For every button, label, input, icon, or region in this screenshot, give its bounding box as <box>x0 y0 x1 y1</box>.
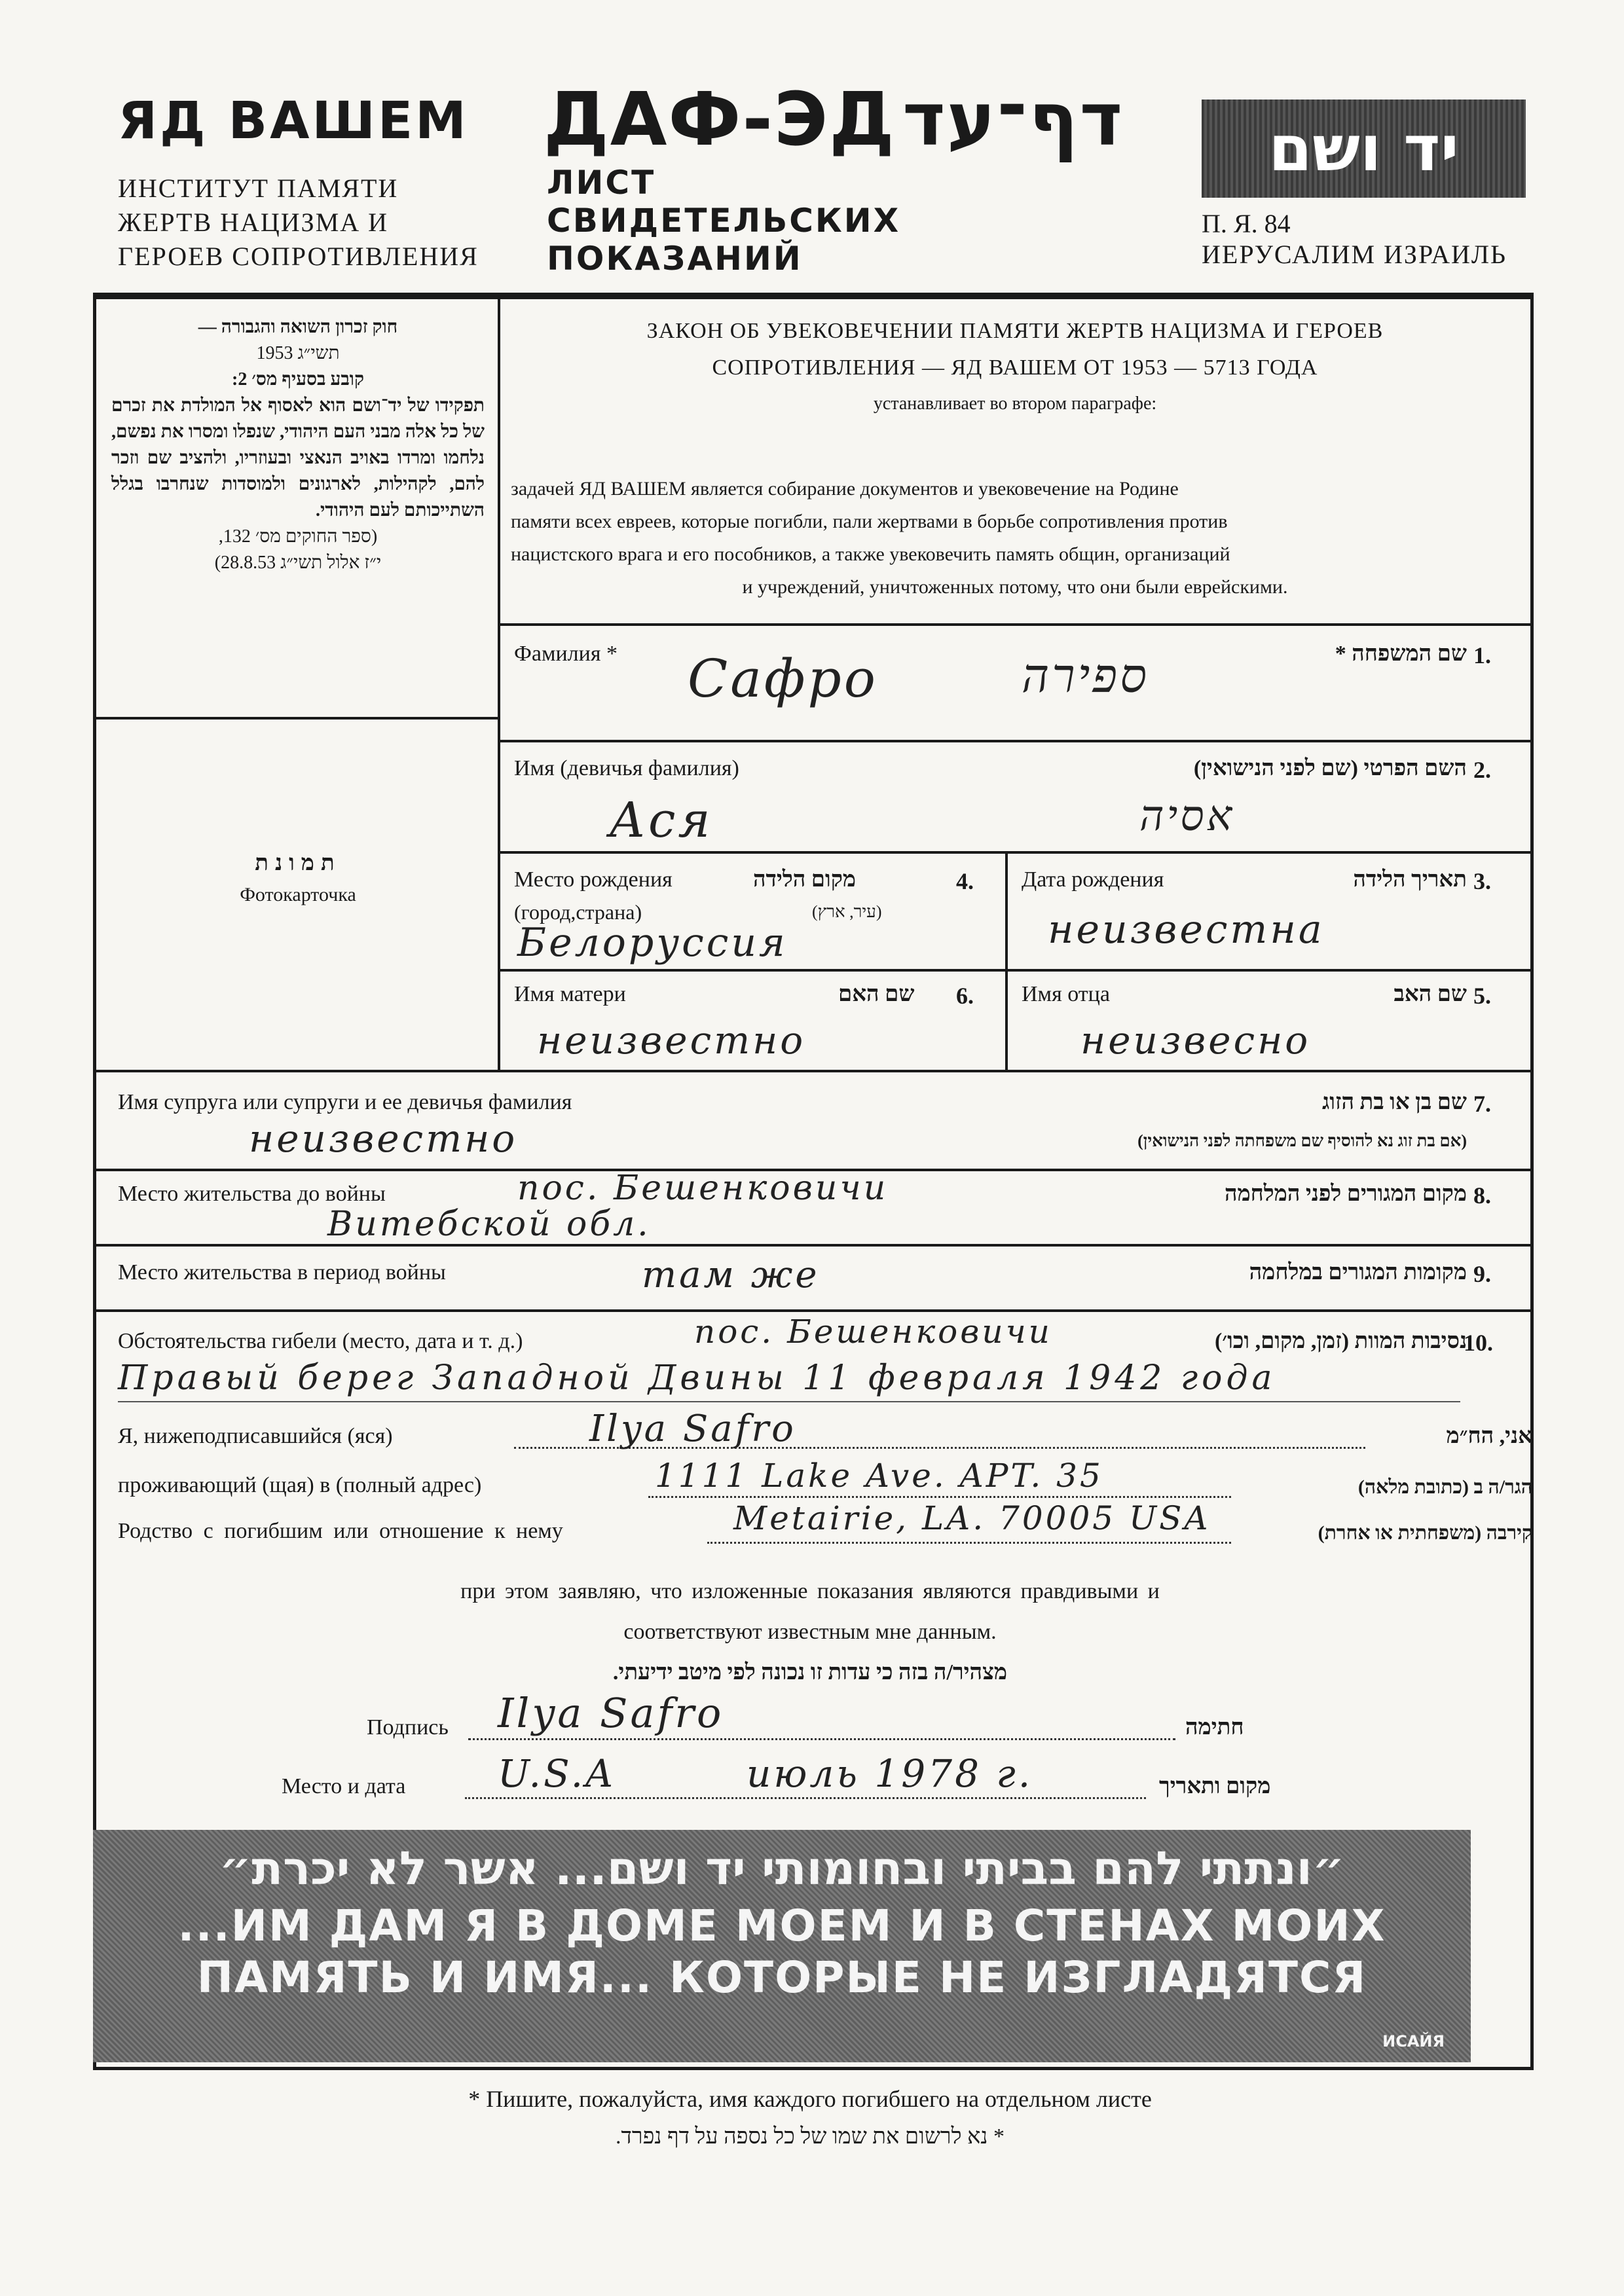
list-title-line-3: ПОКАЗАНИЙ <box>547 240 803 278</box>
signature-line <box>468 1738 1175 1740</box>
witness-address-value-1: 1111 Lake Ave. APT. 35 <box>655 1457 1103 1495</box>
witness-relation-label-heb: קירבה (משפחתית או אחרת) <box>1318 1522 1532 1544</box>
field-6-label-heb: שם האם <box>838 982 915 1006</box>
photo-label-hebrew: תמונת <box>255 851 341 875</box>
witness-address-line <box>648 1496 1231 1498</box>
field-2-value-hebrew: אסיה <box>1139 792 1235 841</box>
header-yad-vashem: ЯД ВАШЕМ <box>118 92 469 151</box>
witness-name-value: Ilya Safro <box>589 1408 796 1450</box>
place-date-label-heb: מקום ותאריך <box>1159 1774 1271 1798</box>
field-5-value: неизвесно <box>1080 1018 1311 1063</box>
witness-address-label-ru: проживающий (щая) в (полный адрес) <box>118 1473 482 1497</box>
field-8-label-ru: Место жительства до войны <box>118 1182 386 1206</box>
field-4-label-heb-sub: (עיר, ארץ) <box>812 902 882 921</box>
law-ru-body-1: задачей ЯД ВАШЕМ является собирание документов и увековечение на Родине <box>511 478 1179 500</box>
field-4-label-ru-sub: (город,страна) <box>514 900 642 924</box>
field-1-number: 1. <box>1473 642 1491 668</box>
footer-note-heb: * נא לרשום את שמו של כל נספה על דף נפרד. <box>616 2124 1005 2149</box>
photo-label-russian: Фотокарточка <box>240 884 356 905</box>
field-8-value-line-1: пос. Бешенковичи <box>517 1169 889 1208</box>
witness-address-label-heb: הגר/ה ב (כתובת מלאה) <box>1357 1476 1532 1498</box>
institute-line-2: ЖЕРТВ НАЦИЗМА И <box>118 208 389 237</box>
field-4-value: Белоруссия <box>517 920 788 966</box>
rule-field-9-end <box>93 1309 1530 1312</box>
law-heb-clause: קובע בסעיף מס׳ 2: <box>232 369 364 390</box>
field-7-label-heb: שם בן או בת הזוג <box>1322 1090 1467 1114</box>
rule-field-1-end <box>498 740 1530 742</box>
declaration-heb: מצהיר/ה בזה כי עדות זו נכונה לפי מיטב ידיעתי. <box>612 1660 1008 1685</box>
field-8-label-heb: מקום המגורים לפני המלחמה <box>1224 1182 1467 1206</box>
law-ru-title-1: ЗАКОН ОБ УВЕКОВЕЧЕНИИ ПАМЯТИ ЖЕРТВ НАЦИЗМА И ГЕРОЕВ <box>646 319 1384 343</box>
law-heb-body: תפקידו של יד־ושם הוא לאסוף אל המולדת את זכרם של כל אלה מבני העם היהודי, שנפלו ומסרו את נפשם, נלחמו ומרדו באויב הנאצי ובעוזריו, ולהציב שם וזכר להם, לקהילות, לארגונים ולמוסדות שנחרבו בגלל השתייכותם לעם היהודי. <box>111 395 485 520</box>
signature-value: Ilya Safro <box>498 1689 724 1737</box>
photo-area <box>111 851 485 906</box>
field-7-label-heb-sub: (אם בת זוג נא להוסיף שם משפחתה לפני הנישואין) <box>1137 1131 1467 1150</box>
field-10-value-line-2: Правый берег Западной Двины 11 февраля 1942 года <box>118 1358 1276 1398</box>
field-3-label-heb: תאריך הלידה <box>1353 867 1467 892</box>
rule-field-56-end <box>93 1070 1530 1072</box>
field-9-value: там же <box>642 1254 820 1296</box>
rule-field-8-end <box>93 1244 1530 1247</box>
witness-name-label-heb: אני, הח״מ <box>1446 1424 1532 1448</box>
signature-label-heb: חתימה <box>1185 1715 1244 1740</box>
field-8-number: 8. <box>1473 1182 1491 1209</box>
header-rule <box>93 293 1534 297</box>
rule-field-34-end <box>498 969 1530 972</box>
place-date-label-ru: Место и дата <box>282 1774 406 1798</box>
witness-name-label-ru: Я, нижеподписавшийся (яся) <box>118 1424 393 1448</box>
institute-line-1: ИНСТИТУТ ПАМЯТИ <box>118 173 399 203</box>
field-7-label-ru: Имя супруга или супруги и ее девичья фамилия <box>118 1090 572 1114</box>
daf-ed-heb: דף־עד <box>902 77 1124 162</box>
witness-relation-line <box>707 1542 1231 1544</box>
law-ru-body <box>511 473 1519 604</box>
law-ru-body-2: памяти всех евреев, которые погибли, пали жертвами в борьбе сопротивления против <box>511 511 1228 532</box>
law-ru-sub: устанавливает во втором параграфе: <box>873 393 1157 414</box>
date-value: июль 1978 г. <box>747 1751 1033 1796</box>
header-daf-ed <box>544 77 1124 162</box>
field-1-value-hebrew: ספירה <box>1022 648 1150 703</box>
field-10-number: 10. <box>1464 1330 1493 1356</box>
law-heb-ref1: (ספר החוקים מס׳ 132, <box>218 526 378 547</box>
institute-line-3: ГЕРОЕВ СОПРОТИВЛЕНИЯ <box>118 242 479 271</box>
law-ru-title-2: СОПРОТИВЛЕНИЯ — ЯД ВАШЕМ ОТ 1953 — 5713 ГОДА <box>712 355 1318 380</box>
field-5-number: 5. <box>1473 983 1491 1009</box>
law-heb-ref2: י״ז אלול תשי״ג 28.8.53) <box>214 553 382 573</box>
field-9-label-heb: מקומות המגורים במלחמה <box>1249 1260 1467 1285</box>
declaration-ru-1: при этом заявляю, что изложенные показания являются правдивыми и <box>460 1579 1160 1603</box>
law-text-russian <box>511 313 1519 422</box>
field-10-value-line-1: пос. Бешенковичи <box>694 1313 1052 1351</box>
mid-divider-fields-3-6 <box>1005 851 1008 1070</box>
field-6-number: 6. <box>956 983 974 1009</box>
field-3-label-ru: Дата рождения <box>1022 867 1164 892</box>
header-city: ИЕРУСАЛИМ ИЗРАИЛЬ <box>1202 240 1507 269</box>
witness-relation-label-ru: Родство с погибшим или отношение к нему <box>118 1519 563 1543</box>
field-7-number: 7. <box>1473 1091 1491 1117</box>
header-postbox: П. Я. 84 <box>1202 209 1291 238</box>
field-3-number: 3. <box>1473 868 1491 894</box>
field-5-label-heb: שם האב <box>1393 982 1467 1006</box>
law-heb-title: חוק זכרון השואה והגבורה — <box>198 317 398 337</box>
field-8-value-line-2: Витебской обл. <box>327 1205 651 1244</box>
field-7-value: неизвестно <box>249 1116 518 1161</box>
field-2-value: Ася <box>609 792 713 848</box>
field-4-label-heb: מקום הלידה <box>753 867 857 892</box>
law-ru-body-3: нацистского врага и его пособников, а также увековечить память общин, организаций <box>511 543 1230 565</box>
field-9-number: 9. <box>1473 1261 1491 1287</box>
field-6-label-ru: Имя матери <box>514 982 626 1006</box>
header-list-title <box>547 164 900 278</box>
footer-note-ru: * Пишите, пожалуйста, имя каждого погибшего на отдельном листе <box>468 2086 1152 2112</box>
field-4-number: 4. <box>956 868 974 894</box>
banner-russian-2: ПАМЯТЬ И ИМЯ... КОТОРЫЕ НЕ ИЗГЛАДЯТСЯ <box>196 1952 1367 2003</box>
field-5-label-ru: Имя отца <box>1022 982 1110 1006</box>
signature-label-ru: Подпись <box>367 1715 449 1740</box>
law-heb-year: תשי״ג 1953 <box>256 343 340 363</box>
field-9-label-ru: Место жительства в период войны <box>118 1260 446 1285</box>
banner-russian-1: ...ИМ ДАМ Я В ДОМЕ МОЕМ И В СТЕНАХ МОИХ <box>177 1901 1386 1951</box>
field-1-label-heb: שם המשפחה * <box>1335 642 1467 666</box>
banner-hebrew: ״ונתתי להם בביתי ובחומותי יד ושם... אשר לא יכרת״ <box>219 1842 1345 1895</box>
field-1-label-ru: Фамилия * <box>514 642 618 666</box>
field-4-label-ru: Место рождения <box>514 867 673 892</box>
field-3-value: неизвестна <box>1048 907 1325 953</box>
declaration <box>93 1571 1527 1693</box>
place-date-line <box>465 1797 1146 1799</box>
field-1-value: Сафро <box>688 648 878 709</box>
field-2-label-heb: השם הפרטי (שם לפני הנישואין) <box>1193 756 1467 780</box>
list-title-line-1: ЛИСТ <box>547 164 656 202</box>
field-10-label-heb: נסיבות המוות (זמן, מקום, וכו׳) <box>1214 1329 1467 1353</box>
field-6-value: неизвестно <box>537 1018 806 1063</box>
quote-banner <box>93 1830 1471 2062</box>
law-text-hebrew <box>111 314 485 576</box>
field-2-number: 2. <box>1473 757 1491 783</box>
field-10-underline <box>118 1401 1460 1402</box>
daf-ed-ru: ДАФ-ЭД <box>544 77 896 162</box>
field-10-label-ru: Обстоятельства гибели (место, дата и т. д.) <box>118 1329 523 1353</box>
law-ru-body-4: и учреждений, уничтоженных потому, что они были еврейскими. <box>742 576 1288 598</box>
law-box-bottom <box>93 717 499 720</box>
witness-address-value-2: Metairie, LA. 70005 USA <box>733 1499 1211 1537</box>
yad-vashem-logo <box>1202 100 1526 198</box>
list-title-line-2: СВИДЕТЕЛЬСКИХ <box>547 202 901 240</box>
declaration-ru-2: соответствуют известным мне данным. <box>623 1620 997 1644</box>
header-institute <box>118 172 479 274</box>
rule-field-2-end <box>498 851 1530 854</box>
banner-reference: ИСАЙЯ <box>1382 2032 1445 2050</box>
logo-text: יד ושם <box>1268 112 1459 185</box>
left-column-divider <box>498 296 500 1070</box>
rule-law-end <box>498 623 1530 626</box>
place-value: U.S.A <box>498 1751 616 1796</box>
field-2-label-ru: Имя (девичья фамилия) <box>514 756 739 780</box>
